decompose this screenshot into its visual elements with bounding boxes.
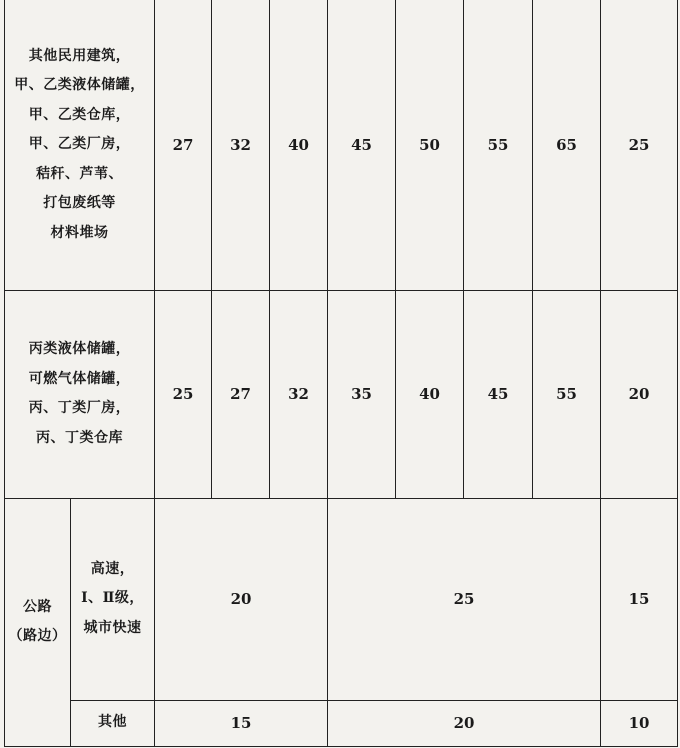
road-group-label: [5, 498, 71, 746]
value-cell: 55: [464, 0, 533, 290]
label-line: 甲、乙类仓库，: [28, 106, 131, 123]
value-cell: 27: [155, 0, 212, 290]
label-line: Ⅰ、Ⅱ级，: [81, 590, 144, 607]
value-cell: 35: [328, 290, 396, 498]
value-cell: 65: [533, 0, 601, 290]
label-line: 甲、乙类厂房，: [28, 136, 131, 152]
value-cell: 55: [533, 290, 601, 498]
label-line: 城市快速: [83, 619, 142, 636]
row-label-class-c: [5, 290, 155, 498]
value-cell: 27: [212, 290, 270, 498]
value-cell: 25: [328, 498, 601, 700]
table-row-highway: [5, 498, 678, 700]
value-cell: 50: [396, 0, 464, 290]
distance-table: [4, 0, 678, 747]
label-line: 材料堆场: [50, 224, 109, 241]
label-line: 丙、丁类厂房，: [28, 400, 131, 416]
label-line: （路边）: [8, 628, 67, 644]
value-cell: 45: [328, 0, 396, 290]
label-line: 高速，: [90, 560, 135, 577]
value-cell: 40: [270, 0, 328, 290]
row-label-highway: [71, 498, 155, 700]
table-row-other: [5, 700, 678, 746]
value-cell: 40: [396, 290, 464, 498]
value-cell: 32: [212, 0, 270, 290]
label-line: 丙类液体储罐，: [28, 341, 131, 357]
label-line: 其他: [98, 714, 127, 731]
value-cell: 32: [270, 290, 328, 498]
value-cell: 20: [328, 700, 601, 746]
value-cell: 20: [155, 498, 328, 700]
value-cell: 20: [601, 290, 678, 498]
table-row-class-c: [5, 290, 678, 498]
label-line: 可燃气体储罐，: [28, 370, 131, 387]
label-line: 其他民用建筑，: [28, 47, 131, 64]
value-cell: 25: [601, 0, 678, 290]
label-line: 公路: [23, 598, 52, 615]
label-line: 丙、丁类仓库: [36, 429, 123, 446]
table-row-class-a: [5, 0, 678, 290]
value-cell: 10: [601, 700, 678, 746]
label-line: 打包废纸等: [43, 195, 116, 211]
value-cell: 15: [601, 498, 678, 700]
value-cell: 45: [464, 290, 533, 498]
label-line: 秸秆、芦苇、: [36, 165, 123, 182]
label-line: 甲、乙类液体储罐，: [14, 77, 145, 93]
value-cell: 15: [155, 700, 328, 746]
value-cell: 25: [155, 290, 212, 498]
row-label-class-a: [5, 0, 155, 290]
row-label-other: [71, 700, 155, 746]
